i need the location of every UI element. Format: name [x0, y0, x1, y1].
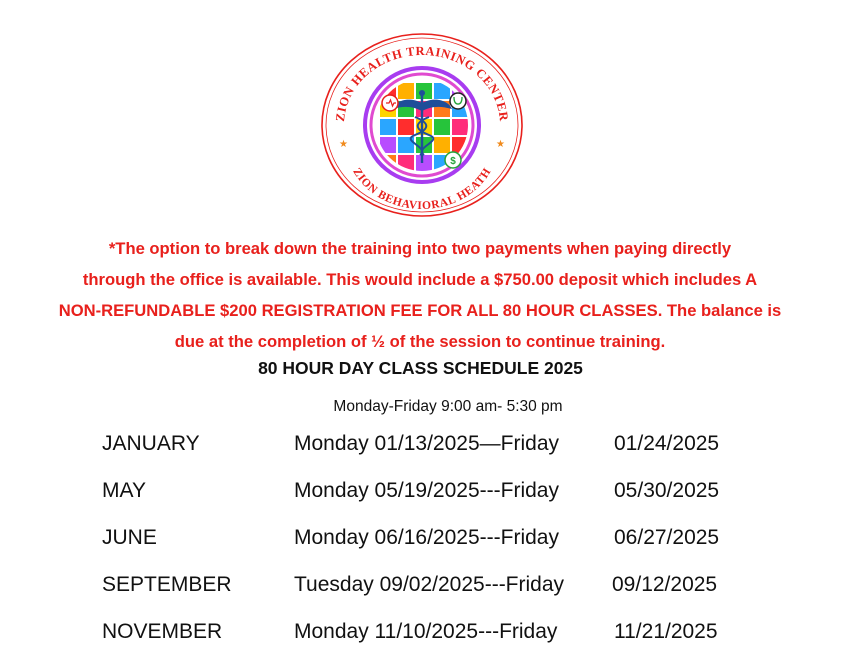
row-month: MAY — [102, 479, 146, 502]
row-date-range: Tuesday 09/02/2025---Friday — [294, 573, 565, 596]
schedule-title: 80 HOUR DAY CLASS SCHEDULE 2025 — [258, 358, 583, 378]
row-end-date: 06/27/2025 — [614, 526, 720, 549]
notice-line: NON-REFUNDABLE $200 REGISTRATION FEE FOR ALL 80 HOUR CLASSES. The balance is — [58, 301, 782, 320]
stethoscope-badge-icon — [450, 93, 466, 109]
row-date-range: Monday 05/19/2025---Friday — [294, 479, 559, 502]
schedule-row — [0, 479, 841, 509]
notice-line: through the office is available. This would include a $750.00 deposit which includes A — [82, 270, 758, 289]
logo-seal — [320, 33, 524, 218]
schedule-row — [0, 526, 841, 556]
logo — [320, 33, 524, 218]
svg-text:★: ★ — [496, 139, 505, 150]
notice-line: due at the completion of ½ of the session to continue training. — [174, 332, 666, 351]
notice-line: *The option to break down the training into two payments when paying directly — [108, 239, 732, 258]
row-date-range: Monday 11/10/2025---Friday — [294, 620, 558, 643]
row-date-range: Monday 06/16/2025---Friday — [294, 526, 559, 549]
svg-text:★: ★ — [339, 139, 348, 150]
row-month: NOVEMBER — [102, 620, 223, 643]
row-month: SEPTEMBER — [102, 573, 232, 596]
schedule-hours: Monday-Friday 9:00 am- 5:30 pm — [333, 398, 563, 415]
logo-top-text: ZION HEALTH TRAINING CENTER — [333, 43, 512, 123]
row-end-date: 05/30/2025 — [614, 479, 720, 502]
schedule-row — [0, 432, 841, 462]
row-end-date: 09/12/2025 — [612, 573, 718, 596]
schedule-row — [0, 620, 841, 650]
payment-notice — [20, 233, 820, 357]
row-month: JANUARY — [102, 432, 200, 455]
row-end-date: 01/24/2025 — [614, 432, 720, 455]
schedule-row — [0, 573, 841, 603]
row-month: JUNE — [102, 526, 157, 549]
row-date-range: Monday 01/13/2025—Friday — [294, 432, 559, 455]
svg-text:$: $ — [450, 156, 456, 167]
logo-bottom-text: ZION BEHAVIORAL HEATH — [350, 166, 494, 213]
row-end-date: 11/21/2025 — [614, 620, 718, 643]
